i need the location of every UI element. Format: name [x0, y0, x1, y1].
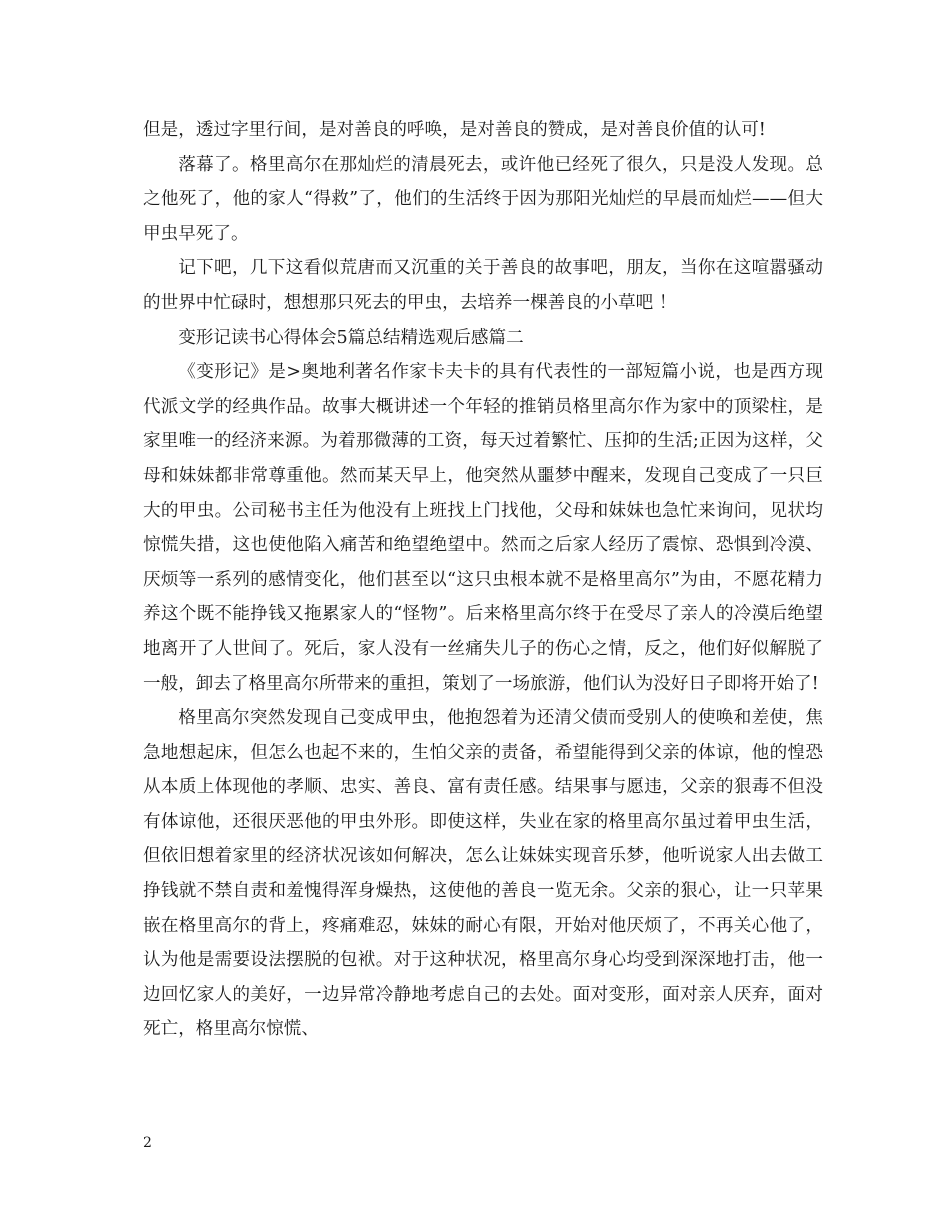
page-number: 2: [143, 1135, 152, 1151]
paragraph-3: 记下吧，几下这看似荒唐而又沉重的关于善良的故事吧，朋友，当你在这喧嚣骚动的世界中忙碌时，想想那只死去的甲虫，去培养一棵善良的小草吧 ！: [143, 258, 823, 313]
paragraph-2: 落幕了。格里高尔在那灿烂的清晨死去，或许他已经死了很久，只是没人发现。总之他死了，他的家人“得救”了，他们的生活终于因为那阳光灿烂的早晨而灿烂——但大甲虫早死了。: [143, 154, 823, 244]
paragraph-1: 但是，透过字里行间，是对善良的呼唤，是对善良的赞成，是对善良价值的认可!: [143, 120, 766, 140]
paragraph-4: 《变形记》是>奥地利著名作家卡夫卡的具有代表性的一部短篇小说，也是西方现代派文学的经典作品。故事大概讲述一个年轻的推销员格里高尔作为家中的顶梁柱，是家里唯一的经济来源。为着那微薄的工资，每天过着繁忙、压抑的生活;正因为这样，父母和妹妹都非常尊重他。然而某天早上，他突然从噩梦中醒来，发现自己变成了一只巨大的甲虫。公司秘书主任为他没有上班找上门找他，父母和妹妹也急忙来询问，见状均惊慌失措，这也使他陷入痛苦和绝望绝望中。然而之后家人经历了震惊、恐惧到冷漠、厌烦等一系列的感情变化，他们甚至以“这只虫根本就不是格里高尔”为由，不愿花精力养这个既不能挣钱又拖累家人的“怪物”。后来格里高尔终于在受尽了亲人的冷漠后绝望地离开了人世间了。死后，家人没有一丝痛失儿子的伤心之情，反之，他们好似解脱了一般，卸去了格里高尔所带来的重担，策划了一场旅游，他们认为没好日子即将开始了!: [143, 362, 823, 694]
section-heading: 变形记读书心得体会5篇总结精选观后感篇二: [178, 327, 524, 348]
paragraph-5: 格里高尔突然发现自己变成甲虫，他抱怨着为还清父债而受别人的使唤和差使，焦急地想起床，但怎么也起不来的，生怕父亲的责备，希望能得到父亲的体谅，他的惶恐从本质上体现他的孝顺、忠实、善良、富有责任感。结果事与愿违，父亲的狠毒不但没有体谅他，还很厌恶他的甲虫外形。即使这样，失业在家的格里高尔虽过着甲虫生活，但依旧想着家里的经济状况该如何解决，怎么让妹妹实现音乐梦，他听说家人出去做工挣钱就不禁自责和羞愧得浑身燥热，这使他的善良一览无余。父亲的狠心，让一只苹果嵌在格里高尔的背上，疼痛难忍，妹妹的耐心有限，开始对他厌烦了，不再关心他了，认为他是需要设法摆脱的包袱。对于这种状况，格里高尔身心均受到深深地打击，他一边回忆家人的美好，一边异常冷静地考虑自己的去处。面对变形，面对亲人厌弃，面对死亡，格里高尔惊慌、: [143, 708, 823, 1040]
document-body: [143, 113, 823, 1047]
